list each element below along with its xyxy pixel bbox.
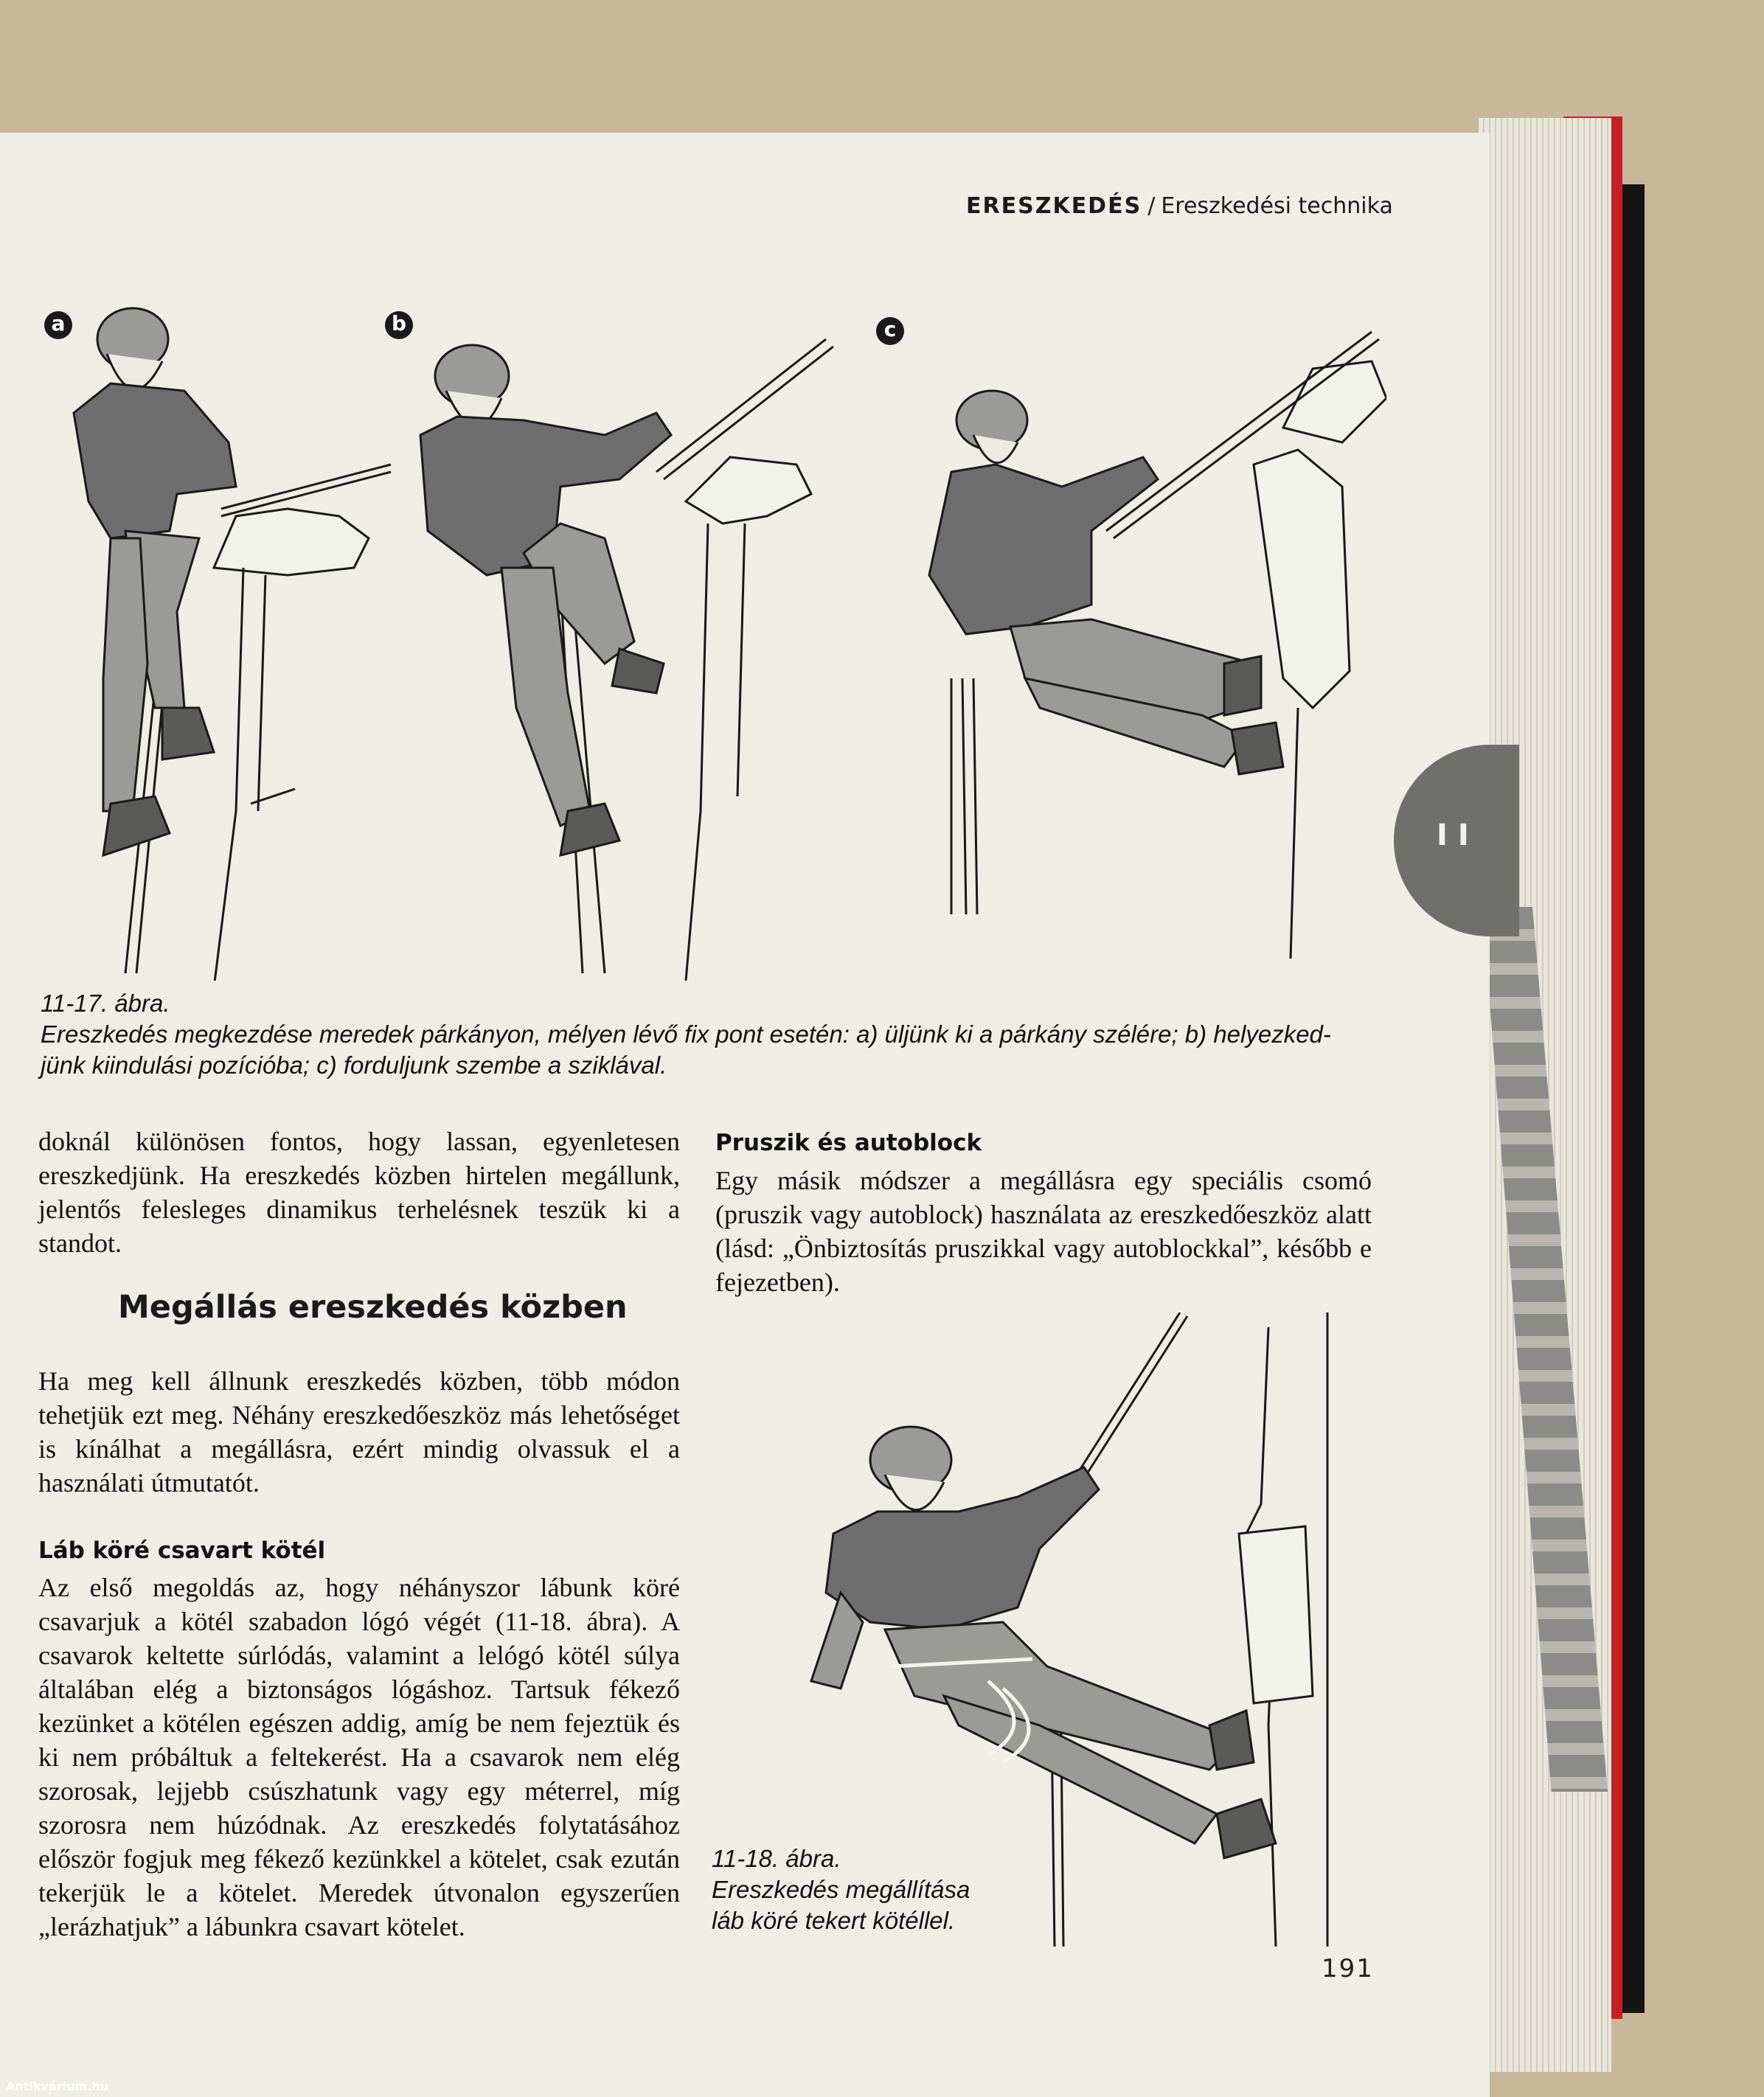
subsection-paragraph-prusik: Egy másik módszer a megállásra egy speciális csomó (pruszik vagy autoblock) használata az ereszkedőeszköz alatt (lásd: „Önbiztosítás pruszikkal vagy autoblockkal”, később e fejezetben). [715, 1166, 1372, 1297]
figure-11-18-caption-number: 11-18. ábra. [712, 1845, 841, 1872]
intro-paragraph: doknál különösen fontos, hogy lassan, egyenletesen ereszkedjünk. Ha ereszkedés közben hirtelen megállunk, jelentős felesleges dinamikus terhelésnek teszük ki a standot. [38, 1127, 680, 1258]
subsection-paragraph-leg-wrap: Az első megoldás az, hogy néhányszor lábunk köré csavarjuk a kötél szabadon lógó végét (11-18. ábra). A csavarok keltette súrlódás, valamint a lelógó kötél súlya általában elég a biztonságos lógáshoz. Tartsuk fékező kezünket a kötélen egészen addig, amíg be nem fejeztük és ki nem próbáltuk a feltekerést. Ha a csavarok nem elég szorosak, lejjebb csúszhatunk vagy egy méterrel, míg szorosra nem húzódnak. Az ereszkedés folytatásához először fogjuk meg fékező kezünkkel a kötelet, csak ezután tekerjük le a kötelet. Meredek útvonalon egyszerűen „lerázhatjuk” a lábunkra csavart kötelet. [38, 1573, 680, 1941]
running-head-section: Ereszkedési technika [1161, 193, 1393, 219]
running-head-chapter: ERESZKEDÉS [966, 193, 1142, 219]
figure-11-18-caption-line1: Ereszkedés megállítása [712, 1876, 970, 1903]
panel-label-b: b [385, 311, 413, 339]
panel-label-a: a [44, 311, 72, 339]
running-head-separator: / [1147, 193, 1156, 219]
subsection-title-leg-wrap: Láb köré csavart kötél [38, 1537, 326, 1564]
section-title: Megállás ereszkedés közben [118, 1289, 628, 1326]
figure-11-18-caption [712, 1843, 1021, 1936]
figure-11-18-caption-line2: láb köré tekert kötéllel. [712, 1907, 956, 1934]
subsection-title-prusik: Pruszik és autoblock [715, 1130, 982, 1156]
section-paragraph: Ha meg kell állnunk ereszkedés közben, több módon tehetjük ezt meg. Néhány ereszkedőeszköz más lehetőséget is kínálhat a megállásra, ezért mindig olvassuk el a használati útmutatót. [38, 1366, 680, 1498]
watermark: Antikvárium.hu [6, 2079, 109, 2093]
figure-11-17-caption-text: Ereszkedés megkezdése meredek párkányon, mélyen lévő fix pont esetén: a) üljünk ki a párkány szélére; b) helyezked-jünk kiindulási pozícióba; c) forduljunk szembe a sziklával. [41, 1020, 1331, 1079]
running-head [966, 193, 1393, 219]
panel-label-c: c [876, 317, 904, 345]
chapter-thumb-label: II [1437, 818, 1479, 852]
figure-11-17-illustration [44, 295, 1386, 981]
page-number: 191 [1322, 1954, 1374, 1983]
figure-11-17-caption-number: 11-17. ábra. [41, 990, 170, 1017]
figure-11-17-caption [41, 988, 1368, 1081]
